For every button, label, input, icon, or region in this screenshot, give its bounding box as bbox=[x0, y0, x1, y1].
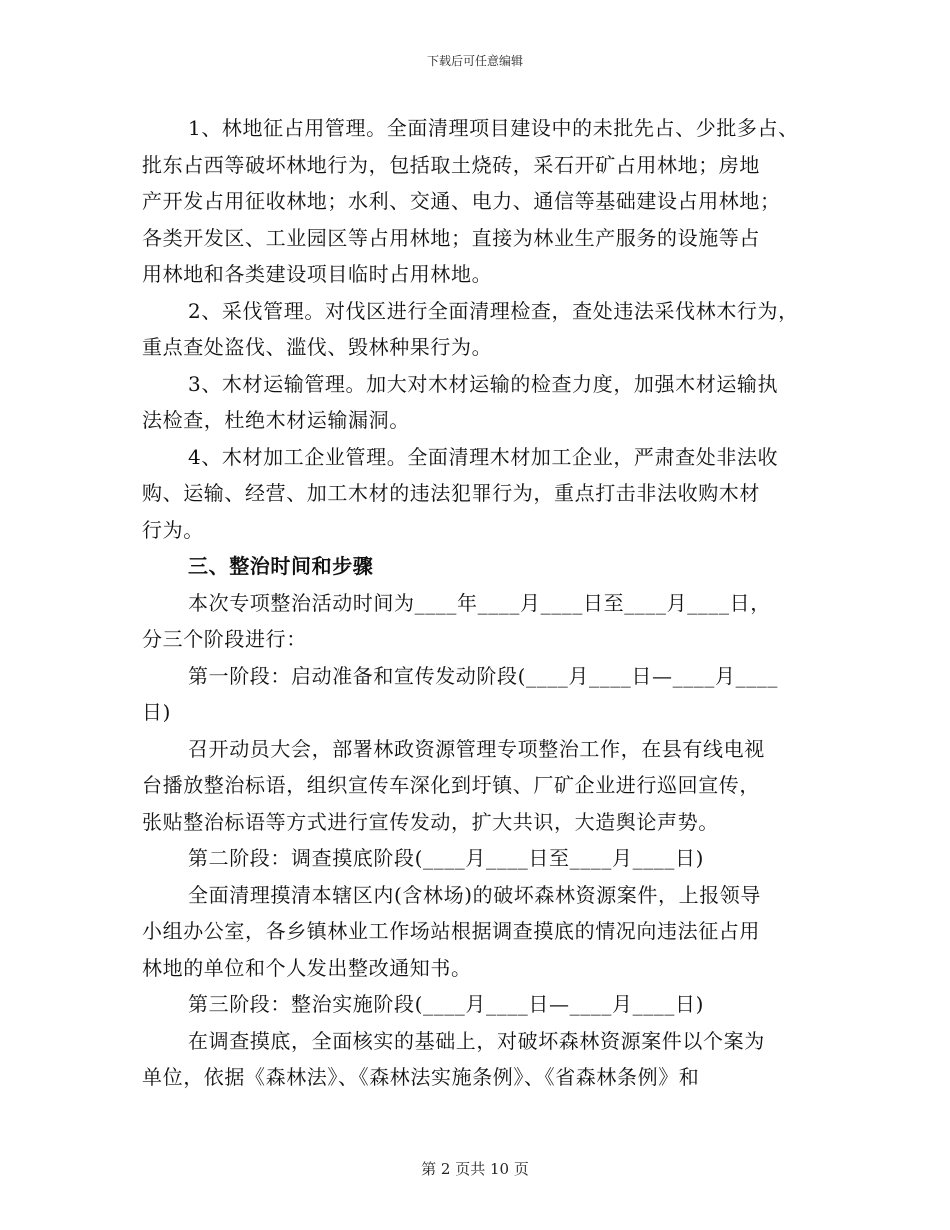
text-line: 法检查，杜绝木材运输漏洞。 bbox=[142, 408, 410, 432]
text-line: 购、运输、经营、加工木材的违法犯罪行为，重点打击非法收购木材 bbox=[142, 481, 760, 505]
text-line: 林地的单位和个人发出整改通知书。 bbox=[142, 955, 472, 980]
text-line: 小组办公室，各乡镇林业工作场站根据调查摸底的情况向违法征占用 bbox=[142, 919, 760, 943]
document-body bbox=[142, 110, 832, 1096]
text-line: 批东占西等破坏林地行为，包括取土烧砖，采石开矿占用林地；房地 bbox=[142, 152, 760, 177]
text-line: 日) bbox=[142, 700, 172, 724]
section-heading: 三、整治时间和步骤 bbox=[188, 554, 374, 578]
text-line: 行为。 bbox=[142, 517, 204, 542]
text-line: 全面清理摸清本辖区内(含林场)的破坏森林资源案件，上报领导 bbox=[188, 882, 762, 907]
text-line: 张贴整治标语等方式进行宣传发动，扩大共识，大造舆论声势。 bbox=[142, 809, 719, 834]
text-line: 第一阶段：启动准备和宣传发动阶段(____月____日—____月____ bbox=[188, 663, 779, 688]
text-line: 台播放整治标语，组织宣传车深化到圩镇、厂矿企业进行巡回宣传， bbox=[142, 773, 760, 797]
text-line: 第三阶段：整治实施阶段(____月____日—____月____日) bbox=[188, 992, 705, 1016]
text-line: 分三个阶段进行： bbox=[142, 627, 307, 651]
text-line: 在调查摸底，全面核实的基础上，对破坏森林资源案件以个案为 bbox=[188, 1028, 765, 1053]
text-line: 1、林地征占用管理。全面清理项目建设中的未批先占、少批多占、 bbox=[188, 116, 799, 140]
text-line: 2、采伐管理。对伐区进行全面清理检查，查处违法采伐林木行为， bbox=[188, 298, 799, 323]
text-line: 第二阶段：调查摸底阶段(____月____日至____月____日) bbox=[188, 846, 705, 870]
text-line: 4、木材加工企业管理。全面清理木材加工企业，严肃查处非法收 bbox=[188, 444, 779, 469]
text-line: 单位，依据《森林法》、《森林法实施条例》、《省森林条例》和 bbox=[142, 1065, 700, 1089]
text-line: 重点查处盗伐、滥伐、毁林种果行为。 bbox=[142, 335, 493, 359]
text-line: 用林地和各类建设项目临时占用林地。 bbox=[142, 262, 493, 286]
text-line: 本次专项整治活动时间为____年____月____日至____月____日， bbox=[188, 590, 771, 615]
text-line: 产开发占用征收林地；水利、交通、电力、通信等基础建设占用林地； bbox=[142, 189, 781, 213]
page-footer: 第 2 页共 10 页 bbox=[421, 1160, 529, 1178]
text-line: 召开动员大会，部署林政资源管理专项整治工作，在县有线电视 bbox=[188, 736, 765, 761]
text-line: 各类开发区、工业园区等占用林地；直接为林业生产服务的设施等占 bbox=[142, 225, 760, 250]
text-line: 3、木材运输管理。加大对木材运输的检查力度，加强木材运输执 bbox=[188, 371, 779, 396]
page-header: 下载后可任意编辑 bbox=[426, 54, 523, 68]
